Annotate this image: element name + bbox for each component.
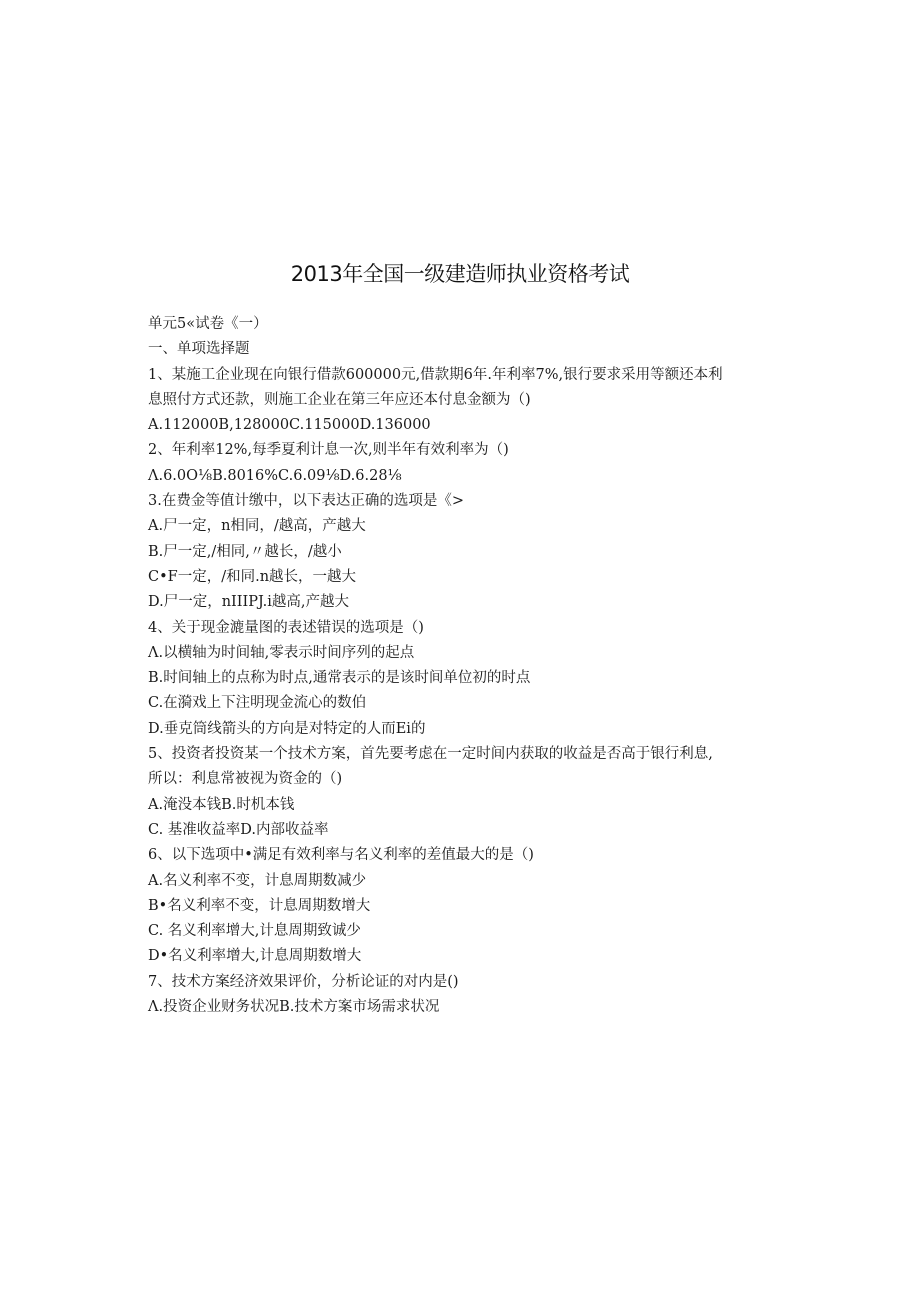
question-5-options-cd: C. 基准收益率D.内部收益率 — [148, 821, 329, 838]
question-6-option-c: C. 名义利率增大,计息周期致诚少 — [148, 923, 361, 940]
question-6-option-d: D•名义利率增大,计息周期数增大 — [148, 948, 362, 965]
document-title: 2013年全国一级建造师执业资格考试 — [290, 262, 630, 286]
question-3-option-d: D.尸一定，nIIIPJ.i越高,产越大 — [148, 594, 350, 611]
question-4-option-a: Λ.以横轴为时间轴,零表示时间序列的起点 — [148, 644, 415, 661]
question-2: 2、年利率12%,每季夏利计息一次,则半年有效利率为（) — [148, 442, 509, 459]
question-3-option-c: C•F一定，/和同.n越长，一越大 — [148, 568, 357, 585]
question-7: 7、技术方案经济效果评价，分析论证的对内是() — [148, 973, 459, 990]
question-3-option-a: A.尸一定，n相同，/越高，产越大 — [148, 518, 366, 535]
question-3: 3.在费金等值计缴中，以下表达正确的选项是《> — [148, 493, 464, 510]
question-2-options: Λ.6.0O⅛B.8016%C.6.09⅛D.6.28⅛ — [148, 467, 402, 484]
question-7-options-ab: Λ.投资企业财务状况B.技术方案市场需求状况 — [148, 999, 440, 1016]
question-4-option-c: C.在漪戏上下注明现金流心的数伯 — [148, 695, 367, 712]
question-3-option-b: B.尸一定,/相同,〃越长，/越小 — [148, 543, 342, 560]
document-body — [148, 312, 768, 1020]
question-5-line-1: 5、投资者投资某一个技术方案，首先要考虑在一定时间内获取的收益是否高于银行利息, — [148, 746, 713, 763]
question-5-options-ab: A.淹没本钱B.时机本钱 — [148, 796, 295, 813]
unit-heading: 单元5«试卷《一） — [148, 316, 268, 332]
section-heading: 一、单项选择题 — [148, 341, 250, 358]
question-6: 6、以下选项中•满足有效利率与名义利率的差值最大的是（) — [148, 847, 534, 864]
question-5-line-2: 所以：利息常被视为资金的（) — [148, 771, 343, 788]
question-6-option-b: B•名义利率不变，计息周期数增大 — [148, 897, 371, 914]
question-1-line-1: 1、某施工企业现在向银行借款600000元,借款期6年.年利率7%,银行要求采用等额还本利 — [148, 366, 723, 383]
question-1-options: A.112000B,128000C.115000D.136000 — [148, 417, 431, 434]
question-1-line-2: 息照付方式还款，则施工企业在第三年应还本付息金额为（) — [148, 391, 531, 408]
question-4-option-b: B.时间轴上的点称为时点,通常表示的是该时间单位初的时点 — [148, 670, 531, 687]
question-6-option-a: A.名义利率不变，计息周期数减少 — [148, 872, 367, 889]
question-4: 4、关于现金漉量图的表述错误的选项是（) — [148, 619, 424, 636]
question-4-option-d: D.垂克筒线箭头的方向是对特定的人而Ei的 — [148, 720, 426, 737]
